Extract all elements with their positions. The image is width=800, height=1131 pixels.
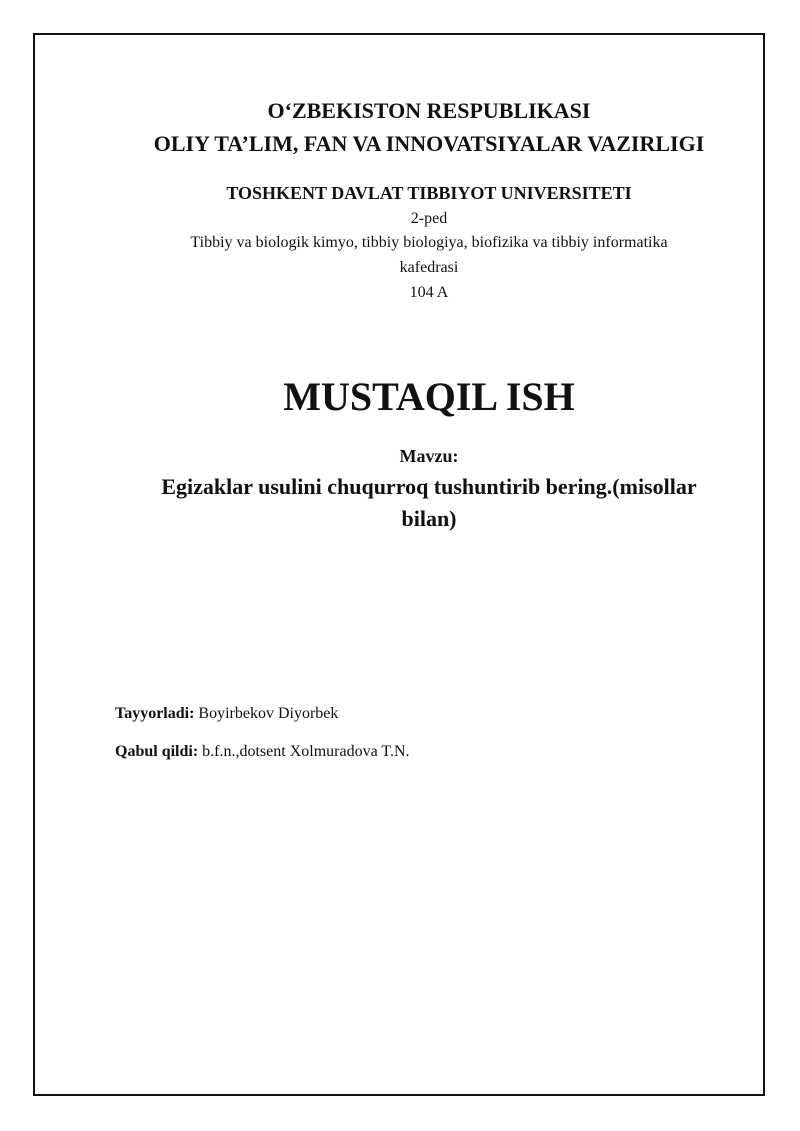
university-heading: TOSHKENT DAVLAT TIBBIYOT UNIVERSITETI [226, 183, 632, 203]
topic-line-2: bilan) [401, 506, 457, 531]
accepted-by-value: b.f.n.,dotsent Xolmuradova T.N. [198, 743, 410, 760]
accepted-by [115, 743, 410, 761]
ministry-heading: OLIY TA’LIM, FAN VA INNOVATSIYALAR VAZIRLIGI [153, 131, 705, 156]
document-title: MUSTAQIL ISH [283, 374, 575, 419]
group-label: 104 A [409, 284, 449, 301]
department-line-1: Tibbiy va biologik kimyo, tibbiy biologiya, biofizika va tibbiy informatika [190, 234, 668, 251]
prepared-by-label: Tayyorladi: [115, 705, 195, 722]
topic-line-1: Egizaklar usulini chuqurroq tushuntirib bering.(misollar [161, 474, 697, 499]
department-line-2: kafedrasi [399, 259, 459, 276]
accepted-by-label: Qabul qildi: [115, 743, 199, 760]
republic-heading: O‘ZBEKISTON RESPUBLIKASI [267, 98, 591, 123]
prepared-by [115, 705, 338, 723]
topic-label: Mavzu: [399, 446, 459, 466]
prepared-by-value: Boyirbekov Diyorbek [194, 705, 339, 722]
faculty-label: 2-ped [410, 210, 448, 227]
